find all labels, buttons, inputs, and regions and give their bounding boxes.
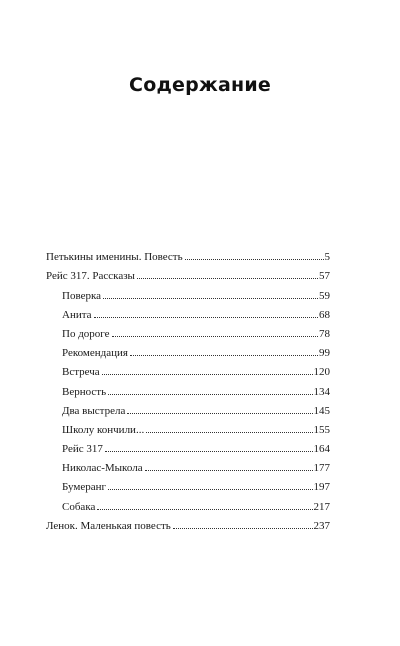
toc-leader-dots (145, 470, 313, 471)
toc-entry-title: Поверка (62, 289, 102, 302)
toc-leader-dots (146, 432, 312, 433)
toc-leader-dots (127, 413, 312, 414)
toc-entry-title: Бумеранг (62, 481, 107, 494)
toc-entry-page: 99 (319, 347, 330, 360)
toc-entry-page: 120 (313, 366, 330, 379)
toc-subentry (46, 340, 330, 359)
toc-entry-title: Встреча (62, 366, 100, 379)
toc-entry-page: 134 (313, 385, 330, 398)
toc-entry-title: Собака (62, 500, 96, 513)
toc-entry-title: Школу кончили... (62, 423, 145, 436)
toc-leader-dots (97, 509, 312, 510)
toc-entry-page: 5 (324, 251, 330, 264)
table-of-contents (46, 244, 330, 532)
toc-subentry (46, 321, 330, 340)
toc-leader-dots (108, 489, 312, 490)
toc-subentry (46, 493, 330, 512)
toc-subentry (46, 455, 330, 474)
toc-entry-title: Два выстрела (62, 404, 126, 417)
toc-entry (46, 244, 330, 263)
toc-entry (46, 263, 330, 282)
toc-entry-page: 59 (319, 289, 330, 302)
toc-leader-dots (105, 451, 313, 452)
toc-leader-dots (137, 278, 318, 279)
toc-entry-page: 57 (319, 270, 330, 283)
toc-entry-page: 217 (313, 500, 330, 513)
toc-subentry (46, 302, 330, 321)
toc-entry-title: Верность (62, 385, 107, 398)
toc-entry-page: 164 (313, 443, 330, 456)
toc-subentry (46, 359, 330, 378)
toc-entry-page: 78 (319, 327, 330, 340)
toc-entry-title: Рейс 317 (62, 443, 103, 456)
toc-leader-dots (102, 374, 313, 375)
toc-leader-dots (130, 355, 318, 356)
toc-entry-page: 237 (313, 519, 330, 532)
toc-leader-dots (112, 336, 318, 337)
toc-entry-title: Николас-Мыкола (62, 462, 143, 475)
toc-subentry (46, 282, 330, 301)
toc-entry-title: По дороге (62, 327, 110, 340)
toc-entry (46, 513, 330, 532)
toc-entry-page: 197 (313, 481, 330, 494)
toc-leader-dots (108, 394, 312, 395)
toc-leader-dots (185, 259, 324, 260)
page-title: Содержание (129, 74, 271, 96)
toc-entry-title: Ленок. Маленькая повесть (46, 519, 171, 532)
toc-subentry (46, 474, 330, 493)
toc-leader-dots (173, 528, 313, 529)
toc-subentry (46, 398, 330, 417)
toc-subentry (46, 378, 330, 397)
toc-leader-dots (94, 317, 318, 318)
toc-entry-page: 155 (313, 423, 330, 436)
toc-entry-title: Петькины именины. Повесть (46, 251, 183, 264)
toc-entry-page: 68 (319, 308, 330, 321)
toc-subentry (46, 417, 330, 436)
toc-entry-page: 145 (313, 404, 330, 417)
toc-entry-title: Рекомендация (62, 347, 128, 360)
toc-entry-title: Анита (62, 308, 92, 321)
toc-entry-title: Рейс 317. Рассказы (46, 270, 135, 283)
toc-entry-page: 177 (313, 462, 330, 475)
toc-leader-dots (103, 298, 318, 299)
toc-subentry (46, 436, 330, 455)
